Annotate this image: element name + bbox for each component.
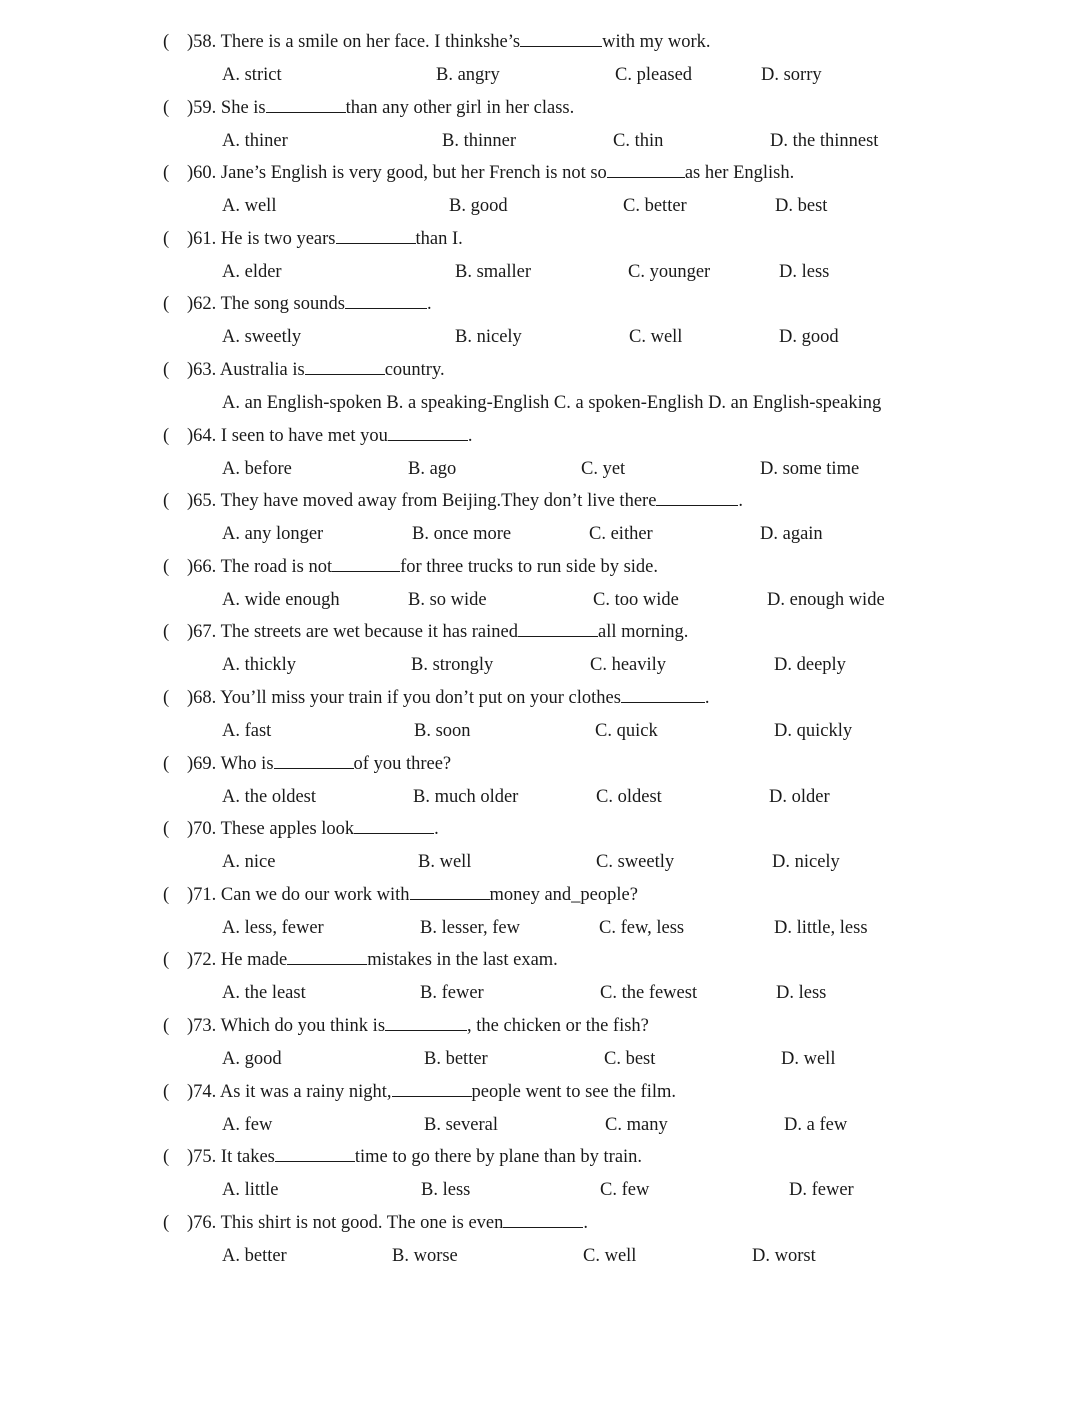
question-number: 73 (193, 1016, 212, 1036)
option-d[interactable]: D. sorry (761, 65, 822, 85)
fill-in-blank[interactable] (503, 1209, 583, 1228)
option-b[interactable]: B. thinner (442, 131, 516, 151)
question-number: 70 (193, 819, 212, 839)
option-a[interactable]: A. less, fewer (222, 918, 324, 938)
option-a[interactable]: A. thickly (222, 655, 296, 675)
question-number: 64 (193, 426, 212, 446)
question-64: ( )64. I seen to have met you . (163, 421, 473, 451)
option-b[interactable]: B. much older (413, 787, 519, 807)
question-text-after: time to go there by plane than by train. (354, 1147, 643, 1167)
option-a[interactable]: A. the oldest (222, 787, 317, 807)
answer-paren-open[interactable]: ( (163, 754, 170, 774)
answer-paren-close: ) (187, 754, 194, 774)
option-d[interactable]: D. the thinnest (770, 131, 879, 151)
answer-paren-open[interactable]: ( (163, 1147, 170, 1167)
fill-in-blank[interactable] (274, 750, 354, 769)
fill-in-blank[interactable] (621, 684, 705, 703)
question-76: ( )76. This shirt is not good. The one is even . (163, 1208, 588, 1238)
answer-paren-close: ) (187, 426, 194, 446)
answer-paren-close: ) (187, 294, 194, 314)
question-67: ( )67. The streets are wet because it has rained all morning. (163, 617, 688, 647)
option-a[interactable]: A. fast (222, 721, 272, 741)
option-c[interactable]: C. many (605, 1115, 668, 1135)
question-63: ( )63. Australia is country. (163, 355, 445, 385)
fill-in-blank[interactable] (520, 28, 602, 47)
option-c[interactable]: C. too wide (593, 590, 679, 610)
question-number: 76 (193, 1213, 212, 1233)
question-text-before: Who is (220, 754, 274, 774)
question-text-after: as her English. (684, 163, 795, 183)
question-number: 59 (193, 98, 212, 118)
answer-paren-open[interactable]: ( (163, 622, 170, 642)
fill-in-blank[interactable] (345, 290, 427, 309)
option-a[interactable]: A. nice (222, 852, 276, 872)
fill-in-blank[interactable] (275, 1143, 355, 1162)
option-b[interactable]: B. angry (436, 65, 500, 85)
option-d[interactable]: D. quickly (774, 721, 853, 741)
option-c[interactable]: C. quick (595, 721, 658, 741)
answer-paren-open[interactable]: ( (163, 294, 170, 314)
question-text-before: There is a smile on her face. I thinkshe’s (220, 32, 521, 52)
fill-in-blank[interactable] (392, 1078, 472, 1097)
option-c[interactable]: C. better (623, 196, 687, 216)
option-a[interactable]: A. sweetly (222, 327, 302, 347)
question-75: ( )75. It takes time to go there by plane than by train. (163, 1142, 642, 1172)
option-c[interactable]: C. younger (628, 262, 711, 282)
option-d[interactable]: D. older (769, 787, 830, 807)
question-72: ( )72. He made mistakes in the last exam. (163, 945, 558, 975)
answer-paren-open[interactable]: ( (163, 360, 170, 380)
question-65: ( )65. They have moved away from Beijing.They don’t live there . (163, 486, 743, 516)
question-61: ( )61. He is two years than I. (163, 224, 463, 254)
answer-paren-close: ) (187, 885, 194, 905)
option-d[interactable]: D. best (775, 196, 828, 216)
question-text-after: people went to see the film. (471, 1082, 676, 1102)
answer-paren-open[interactable]: ( (163, 426, 170, 446)
option-d[interactable]: D. some time (760, 459, 860, 479)
question-text-before: The song sounds (220, 294, 345, 314)
option-c[interactable]: C. few, less (599, 918, 685, 938)
option-d[interactable]: D. good (779, 327, 839, 347)
fill-in-blank[interactable] (336, 225, 416, 244)
option-b[interactable]: B. nicely (455, 327, 522, 347)
question-number: 71 (193, 885, 212, 905)
option-a[interactable]: A. little (222, 1180, 279, 1200)
option-c[interactable]: C. either (589, 524, 653, 544)
question-text-after: . (426, 294, 432, 314)
question-text-after: . (738, 491, 744, 511)
option-c[interactable]: C. few (600, 1180, 650, 1200)
question-number: 62 (193, 294, 212, 314)
question-text-after: mistakes in the last exam. (367, 950, 558, 970)
fill-in-blank[interactable] (607, 159, 685, 178)
question-text-after: of you three? (353, 754, 452, 774)
question-text-before: I seen to have met you (220, 426, 388, 446)
option-d[interactable]: D. deeply (774, 655, 846, 675)
question-number: 72 (193, 950, 212, 970)
question-text-after: . (434, 819, 439, 839)
option-d[interactable]: D. less (779, 262, 830, 282)
option-c[interactable]: C. well (629, 327, 683, 347)
answer-paren-open[interactable]: ( (163, 1016, 170, 1036)
option-c[interactable]: C. heavily (590, 655, 667, 675)
fill-in-blank[interactable] (287, 946, 367, 965)
option-b[interactable]: B. strongly (411, 655, 494, 675)
option-a[interactable]: A. any longer (222, 524, 324, 544)
question-number: 65 (193, 491, 212, 511)
option-b[interactable]: B. fewer (420, 983, 484, 1003)
answer-paren-close: ) (187, 622, 194, 642)
question-text-after: than I. (415, 229, 463, 249)
answer-paren-open[interactable]: ( (163, 1213, 170, 1233)
question-text-before: The road is not (220, 557, 333, 577)
fill-in-blank[interactable] (266, 94, 346, 113)
option-b[interactable]: B. once more (412, 524, 512, 544)
option-b[interactable]: B. better (424, 1049, 488, 1069)
fill-in-blank[interactable] (305, 356, 385, 375)
answer-paren-close: ) (187, 491, 194, 511)
question-text-before: As it was a rainy night, (219, 1082, 392, 1102)
option-b[interactable]: B. several (424, 1115, 498, 1135)
option-a[interactable]: A. elder (222, 262, 282, 282)
question-number: 61 (193, 229, 212, 249)
option-a[interactable]: A. before (222, 459, 292, 479)
option-d[interactable]: D. fewer (789, 1180, 854, 1200)
fill-in-blank[interactable] (518, 618, 598, 637)
question-68: ( )68. You’ll miss your train if you don’t put on your clothes . (163, 683, 710, 713)
question-number: 58 (193, 32, 212, 52)
option-b[interactable]: B. soon (414, 721, 471, 741)
option-a[interactable]: A. well (222, 196, 277, 216)
fill-in-blank[interactable] (385, 1012, 467, 1031)
answer-paren-open[interactable]: ( (163, 163, 170, 183)
question-text-before: Which do you think is (220, 1016, 386, 1036)
option-a[interactable]: A. thiner (222, 131, 288, 151)
option-d[interactable]: D. worst (752, 1246, 816, 1266)
option-d[interactable]: D. nicely (772, 852, 840, 872)
fill-in-blank[interactable] (354, 815, 434, 834)
question-text-before: Jane’s English is very good, but her French is not so (220, 163, 607, 183)
option-d[interactable]: D. little, less (774, 918, 868, 938)
question-58: ( )58. There is a smile on her face. I thinkshe’s with my work. (163, 27, 711, 57)
fill-in-blank[interactable] (388, 422, 468, 441)
answer-paren-close: ) (187, 229, 194, 249)
question-70: ( )70. These apples look . (163, 814, 439, 844)
question-text-before: This shirt is not good. The one is even (220, 1213, 504, 1233)
option-b[interactable]: B. lesser, few (420, 918, 520, 938)
answer-paren-close: ) (187, 1213, 194, 1233)
option-a[interactable]: A. few (222, 1115, 273, 1135)
question-59: ( )59. She is than any other girl in her class. (163, 93, 574, 123)
option-d[interactable]: D. again (760, 524, 823, 544)
answer-paren-open[interactable]: ( (163, 229, 170, 249)
answer-paren-open[interactable]: ( (163, 1082, 170, 1102)
option-b[interactable]: B. so wide (408, 590, 487, 610)
question-text-before: They have moved away from Beijing.They don’t live there (220, 491, 657, 511)
option-d[interactable]: D. a few (784, 1115, 848, 1135)
question-number: 75 (193, 1147, 212, 1167)
question-number: 69 (193, 754, 212, 774)
answer-paren-close: ) (187, 360, 194, 380)
option-c[interactable]: C. sweetly (596, 852, 675, 872)
answer-paren-open[interactable]: ( (163, 32, 170, 52)
question-text-after: . (583, 1213, 589, 1233)
question-text-after: country. (384, 360, 445, 380)
option-c[interactable]: C. best (604, 1049, 656, 1069)
answer-paren-open[interactable]: ( (163, 950, 170, 970)
options-line: A. an English-spoken B. a speaking-English C. a spoken-English D. an English-speaking (222, 393, 882, 413)
question-number: 66 (193, 557, 212, 577)
question-text-after: for three trucks to run side by side. (400, 557, 659, 577)
question-text-after: than any other girl in her class. (345, 98, 575, 118)
question-66: ( )66. The road is not for three trucks to run side by side. (163, 552, 658, 582)
option-b[interactable]: B. worse (392, 1246, 458, 1266)
question-text-after: , the chicken or the fish? (467, 1016, 649, 1036)
question-text-after: all morning. (598, 622, 689, 642)
answer-paren-open[interactable]: ( (163, 491, 170, 511)
option-b[interactable]: B. ago (408, 459, 457, 479)
option-c[interactable]: C. oldest (596, 787, 662, 807)
question-62: ( )62. The song sounds . (163, 289, 432, 319)
option-c[interactable]: C. pleased (615, 65, 693, 85)
option-b[interactable]: B. well (418, 852, 472, 872)
question-number: 67 (193, 622, 212, 642)
answer-paren-close: ) (187, 1016, 194, 1036)
fill-in-blank[interactable] (332, 553, 400, 572)
question-text-before: The streets are wet because it has rained (220, 622, 518, 642)
option-c[interactable]: C. the fewest (600, 983, 698, 1003)
question-text-after: money and_people? (489, 885, 638, 905)
option-a[interactable]: A. better (222, 1246, 287, 1266)
question-text-before: It takes (220, 1147, 275, 1167)
option-a[interactable]: A. the least (222, 983, 306, 1003)
answer-paren-open[interactable]: ( (163, 688, 170, 708)
option-b[interactable]: B. good (449, 196, 508, 216)
answer-paren-close: ) (187, 1147, 194, 1167)
option-b[interactable]: B. less (421, 1180, 471, 1200)
option-c[interactable]: C. thin (613, 131, 664, 151)
answer-paren-close: ) (187, 163, 194, 183)
question-number: 68 (193, 688, 212, 708)
answer-paren-close: ) (187, 819, 194, 839)
question-text-before: Can we do our work with (220, 885, 410, 905)
question-71: ( )71. Can we do our work with money and_people? (163, 880, 638, 910)
question-73: ( )73. Which do you think is , the chicken or the fish? (163, 1011, 649, 1041)
answer-paren-close: ) (187, 32, 194, 52)
question-text-before: Australia is (219, 360, 305, 380)
question-number: 60 (193, 163, 212, 183)
option-d[interactable]: D. enough wide (767, 590, 885, 610)
option-d[interactable]: D. less (776, 983, 827, 1003)
question-text-before: She is (220, 98, 266, 118)
option-a[interactable]: A. wide enough (222, 590, 340, 610)
answer-paren-close: ) (187, 688, 194, 708)
answer-paren-close: ) (187, 950, 194, 970)
option-b[interactable]: B. smaller (455, 262, 532, 282)
answer-paren-open[interactable]: ( (163, 819, 170, 839)
fill-in-blank[interactable] (410, 881, 490, 900)
fill-in-blank[interactable] (656, 487, 738, 506)
answer-paren-open[interactable]: ( (163, 557, 170, 577)
option-a[interactable]: A. good (222, 1049, 282, 1069)
answer-paren-close: ) (187, 557, 194, 577)
question-69: ( )69. Who is of you three? (163, 749, 451, 779)
question-text-before: He made (220, 950, 288, 970)
option-c[interactable]: C. yet (581, 459, 626, 479)
option-a[interactable]: A. strict (222, 65, 282, 85)
question-text-before: He is two years (220, 229, 336, 249)
answer-paren-open[interactable]: ( (163, 98, 170, 118)
question-60: ( )60. Jane’s English is very good, but her French is not so as her English. (163, 158, 794, 188)
answer-paren-open[interactable]: ( (163, 885, 170, 905)
question-text-after: with my work. (602, 32, 711, 52)
option-d[interactable]: D. well (781, 1049, 836, 1069)
question-text-after: . (704, 688, 710, 708)
question-74: ( )74. As it was a rainy night, people went to see the film. (163, 1077, 676, 1107)
option-c[interactable]: C. well (583, 1246, 637, 1266)
answer-paren-close: ) (187, 98, 194, 118)
question-number: 63 (193, 360, 212, 380)
question-text-after: . (467, 426, 473, 446)
answer-paren-close: ) (187, 1082, 194, 1102)
question-text-before: These apples look (220, 819, 355, 839)
question-number: 74 (193, 1082, 212, 1102)
question-text-before: You’ll miss your train if you don’t put on your clothes (220, 688, 621, 708)
